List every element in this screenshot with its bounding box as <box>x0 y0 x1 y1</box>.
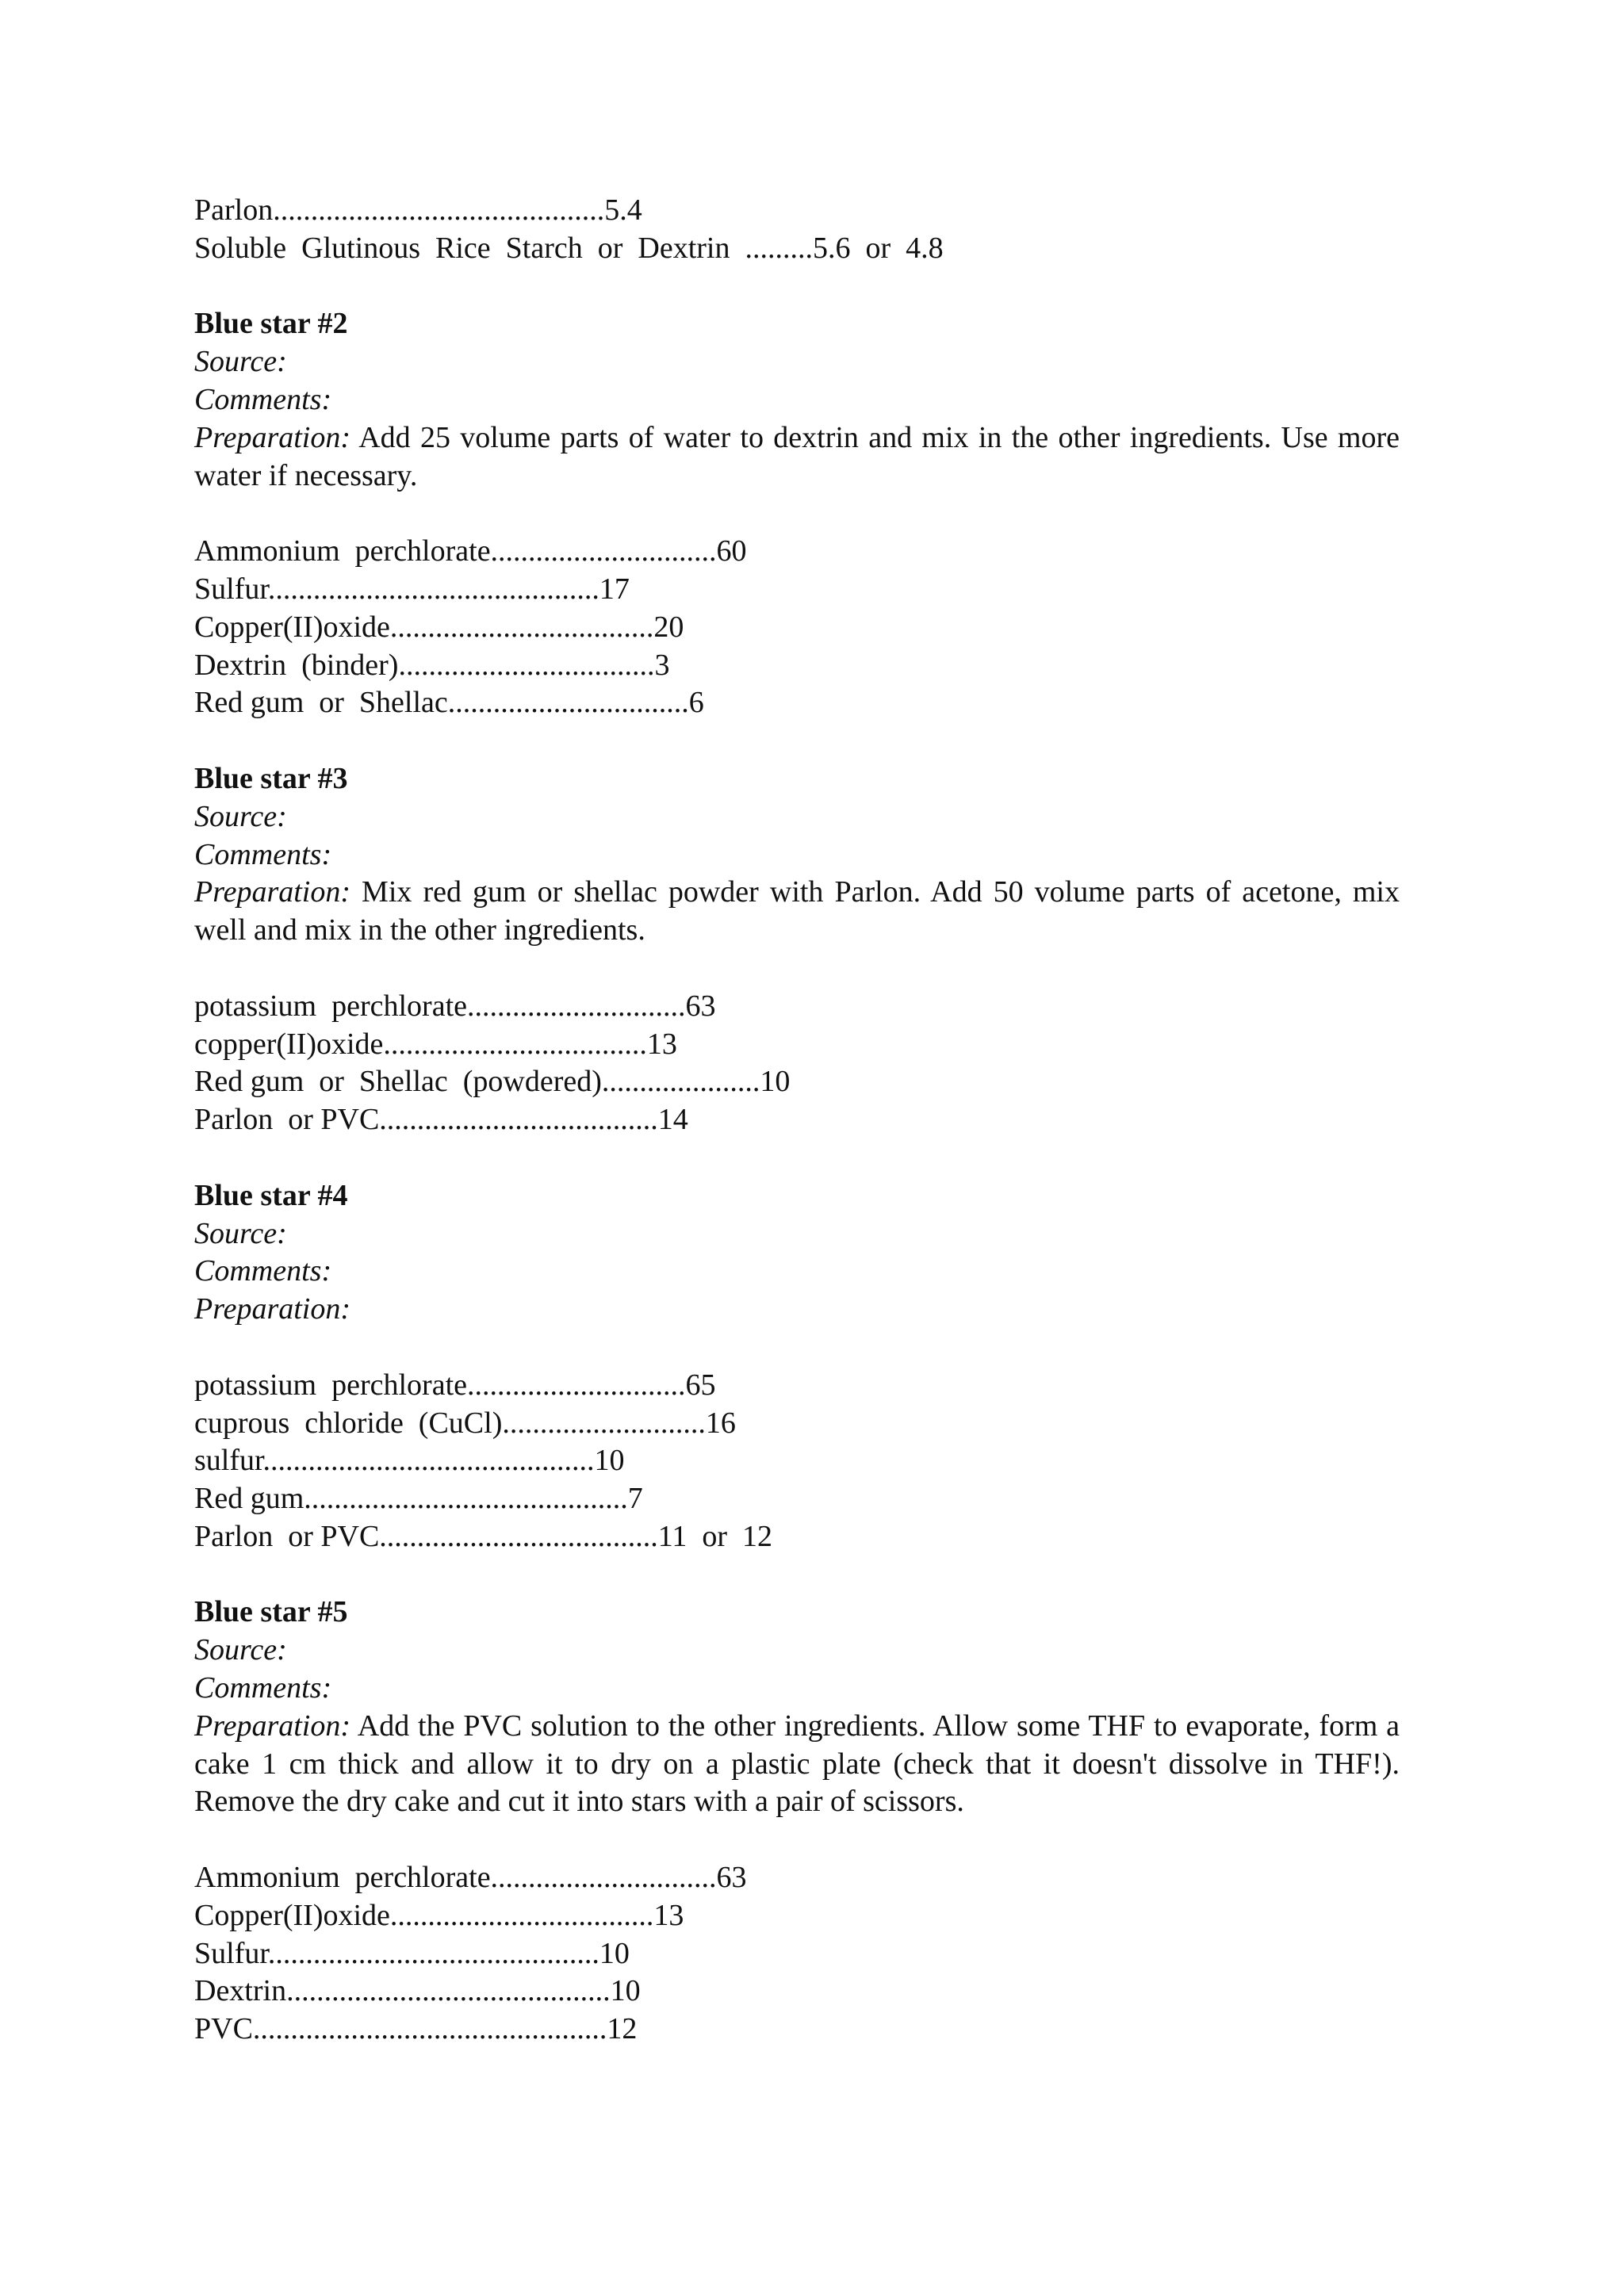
preparation-paragraph <box>194 1708 1400 1821</box>
ingredient-line: cuprous chloride (CuCl)...........................16 <box>194 1406 736 1440</box>
source-label: Source: <box>194 1216 287 1250</box>
spacer <box>194 722 1465 760</box>
ingredient-line: Dextrin...........................................10 <box>194 1974 641 2008</box>
ingredient-line: Sulfur............................................17 <box>194 572 630 606</box>
preparation-label: Preparation: <box>194 875 351 909</box>
recipe-title: Blue star #3 <box>194 761 348 795</box>
ingredient-line: Red gum...........................................7 <box>194 1482 643 1516</box>
ingredient-line: Ammonium perchlorate..............................60 <box>194 534 747 568</box>
ingredient-line: Copper(II)oxide...................................13 <box>194 1898 684 1932</box>
spacer <box>194 268 1465 306</box>
recipe-title: Blue star #2 <box>194 307 348 341</box>
spacer <box>194 1329 1465 1367</box>
ingredient-line: copper(II)oxide...................................13 <box>194 1027 677 1061</box>
preparation-label: Preparation: <box>194 1709 351 1743</box>
ingredient-line: PVC...............................................12 <box>194 2012 638 2046</box>
ingredient-line: Ammonium perchlorate..............................63 <box>194 1861 747 1895</box>
comments-label: Comments: <box>194 382 332 416</box>
ingredient-line: Sulfur............................................10 <box>194 1936 630 1970</box>
preparation-paragraph <box>194 874 1400 950</box>
source-label: Source: <box>194 799 287 833</box>
spacer <box>194 1821 1465 1859</box>
ingredient-line: Parlon or PVC.....................................11 or 12 <box>194 1519 773 1553</box>
preparation-text: Add 25 volume parts of water to dextrin and mix in the other ingredients. Use more water if necessary. <box>194 420 1400 492</box>
source-label: Source: <box>194 1633 287 1667</box>
intro-line-1: Parlon............................................5.4 <box>194 193 642 227</box>
recipe-blue-star-3 <box>194 760 1465 1139</box>
spacer <box>194 1556 1465 1594</box>
spacer <box>194 950 1465 988</box>
recipe-blue-star-5 <box>194 1594 1465 2049</box>
preparation-text: Add the PVC solution to the other ingredients. Allow some THF to evaporate, form a cake 1 cm thick and allow it to dry on a plastic plate (check that it doesn't dissolve in THF!). Remove the dry cake and cut it into stars with a pair of scissors. <box>194 1709 1400 1819</box>
recipe-blue-star-4 <box>194 1177 1465 1556</box>
recipe-title: Blue star #5 <box>194 1595 348 1629</box>
ingredient-line: Copper(II)oxide...................................20 <box>194 610 684 644</box>
ingredient-line: Red gum or Shellac................................6 <box>194 686 704 720</box>
ingredient-line: potassium perchlorate.............................65 <box>194 1368 716 1402</box>
preparation-label: Preparation: <box>194 1292 351 1326</box>
ingredient-line: Parlon or PVC.....................................14 <box>194 1103 688 1137</box>
spacer <box>194 1139 1465 1177</box>
intro-line-2: Soluble Glutinous Rice Starch or Dextrin .........5.6 or 4.8 <box>194 231 944 265</box>
ingredient-line: potassium perchlorate.............................63 <box>194 989 716 1023</box>
spacer <box>194 495 1465 533</box>
preparation-text: Mix red gum or shellac powder with Parlon. Add 50 volume parts of acetone, mix well and mix in the other ingredients. <box>194 875 1400 947</box>
comments-label: Comments: <box>194 1671 332 1705</box>
ingredient-line: Dextrin (binder)..................................3 <box>194 648 670 682</box>
source-label: Source: <box>194 345 287 379</box>
preparation-label: Preparation: <box>194 420 351 454</box>
ingredient-line: Red gum or Shellac (powdered).....................10 <box>194 1065 791 1099</box>
preparation-paragraph <box>194 419 1400 496</box>
recipe-title: Blue star #4 <box>194 1178 348 1212</box>
comments-label: Comments: <box>194 837 332 871</box>
comments-label: Comments: <box>194 1254 332 1288</box>
recipe-blue-star-2 <box>194 305 1465 722</box>
ingredient-line: sulfur............................................10 <box>194 1444 625 1478</box>
